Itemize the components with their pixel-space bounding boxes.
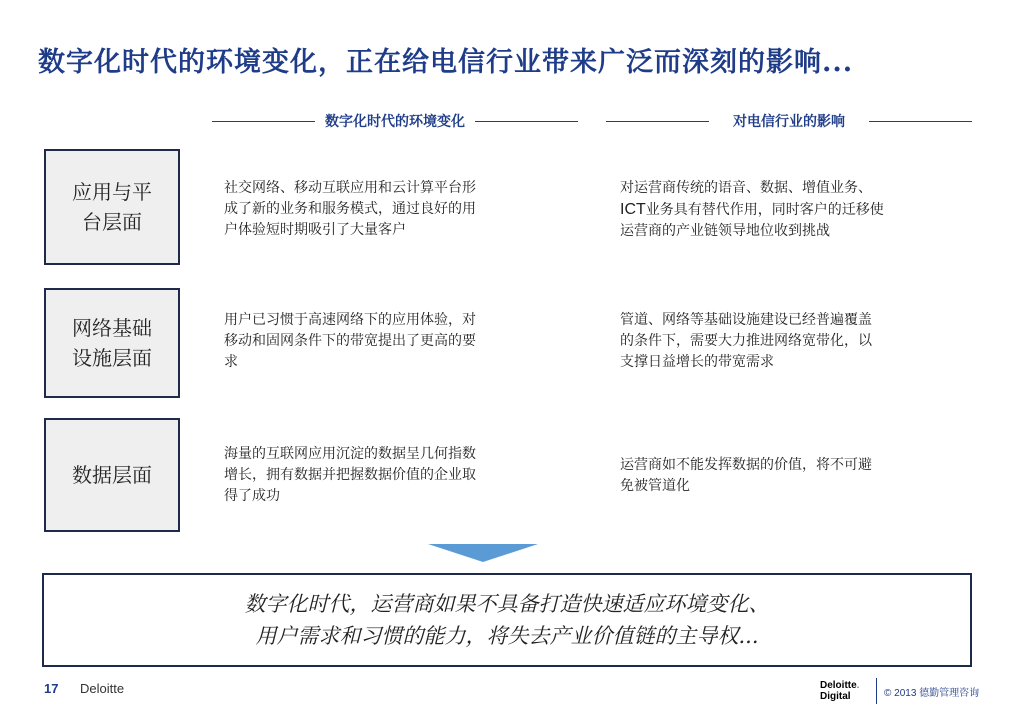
text-line: 求: [224, 354, 238, 370]
column-header-right-label: 对电信行业的影响: [733, 114, 845, 130]
text-fragment: 业务具有替代作用，同时客户的迁移使: [645, 202, 884, 218]
text-line: 成了新的业务和服务模式，通过良好的用: [224, 201, 476, 217]
text-line: 管道、网络等基础设施建设已经普遍覆盖: [620, 312, 872, 328]
layer-label-line: 台层面: [82, 210, 142, 234]
text-line: 对运营商传统的语音、数据、增值业务、: [620, 180, 872, 196]
layer-label-line: 网络基础: [72, 316, 152, 340]
text-fragment: ICT: [620, 201, 646, 218]
layer-label-line: 应用与平: [72, 180, 152, 204]
conclusion-line: 数字化时代，运营商如果不具备打造快速适应环境变化、: [244, 592, 770, 616]
change-text-network: [224, 310, 476, 373]
footer-company: Deloitte: [80, 681, 125, 696]
column-header-left: [212, 110, 578, 132]
text-line: 移动和固网条件下的带宽提出了更高的要: [224, 333, 476, 349]
copyright: © 2013 德勤管理咨询: [884, 688, 980, 699]
impact-text-data: [620, 455, 872, 497]
layer-box-data: [44, 418, 180, 532]
logo-dot: .: [856, 680, 860, 691]
text-line: 的条件下，需要大力推进网络宽带化，以: [620, 333, 872, 349]
logo-divider: [876, 678, 877, 704]
impact-text-network: [620, 310, 872, 373]
text-line: 海量的互联网应用沉淀的数据呈几何指数: [224, 446, 476, 462]
text-line: 得了成功: [224, 488, 280, 504]
column-header-left-label: 数字化时代的环境变化: [325, 114, 465, 130]
down-arrow-icon: [428, 544, 538, 562]
header-rule: [475, 121, 578, 122]
page-number: 17: [44, 681, 59, 696]
layer-box-application: [44, 149, 180, 265]
column-header-right: [606, 110, 972, 132]
text-line: 社交网络、移动互联应用和云计算平台形: [224, 180, 476, 196]
text-line: 免被管道化: [620, 478, 690, 494]
conclusion-box: [42, 573, 972, 667]
header-rule: [869, 121, 972, 122]
layer-label-line: 数据层面: [72, 463, 152, 487]
text-line: 增长，拥有数据并把握数据价值的企业取: [224, 467, 476, 483]
page-title: 数字化时代的环境变化，正在给电信行业带来广泛而深刻的影响...: [38, 47, 854, 78]
text-line: 户体验短时期吸引了大量客户: [224, 222, 406, 238]
change-text-data: [224, 444, 476, 507]
text-line: 支撑日益增长的带宽需求: [620, 354, 774, 370]
layer-box-network: [44, 288, 180, 398]
header-rule: [212, 121, 315, 122]
deloitte-digital-logo: [820, 680, 859, 702]
layer-label-line: 设施层面: [72, 346, 152, 370]
conclusion-line: 用户需求和习惯的能力，将失去产业价值链的主导权...: [255, 624, 759, 648]
change-text-application: [224, 178, 476, 241]
header-rule: [606, 121, 709, 122]
logo-text: Deloitte: [820, 680, 857, 691]
logo-text: Digital: [820, 691, 851, 702]
text-line: [620, 199, 884, 221]
text-line: 运营商如不能发挥数据的价值，将不可避: [620, 457, 872, 473]
text-line: 运营商的产业链领导地位收到挑战: [620, 223, 830, 239]
text-line: 用户已习惯于高速网络下的应用体验，对: [224, 312, 476, 328]
impact-text-application: [620, 178, 884, 242]
